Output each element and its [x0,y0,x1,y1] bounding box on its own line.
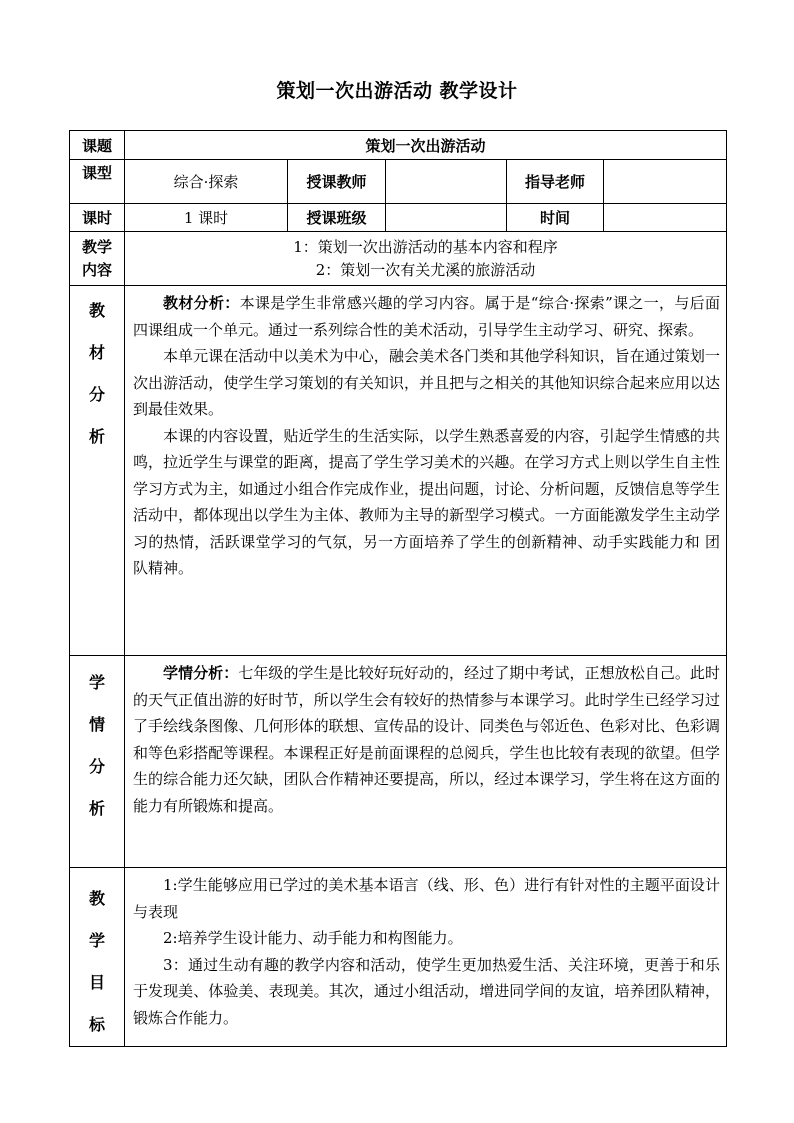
material-paragraph: 教材分析：本课是学生非常感兴趣的学习内容。属于是“综合·探索”课之一，与后面四课组成一个单元。通过一系列综合性的美术活动，引导学生主动学习、研究、探索。 [133,294,720,339]
row-material-analysis [70,286,727,656]
teacher-label: 授课教师 [288,160,386,204]
row-goals [70,868,727,1047]
goal-label: 教 学 目 标 [70,868,125,1047]
row-student-analysis [70,656,727,868]
row-content [70,232,727,286]
lesson-plan-table [69,130,727,1047]
material-label: 教 材 分 析 [70,286,125,656]
advisor-value [604,160,727,204]
type-label: 课型 [70,160,125,204]
material-text [125,286,727,656]
class-value [386,204,507,232]
content-line: 2：策划一次有关尤溪的旅游活动 [315,260,536,279]
row-hours [70,204,727,232]
class-label: 授课班级 [288,204,386,232]
goal-paragraph: 2:培养学生设计能力、动手能力和构图能力。 [163,929,463,947]
topic-label: 课题 [70,131,125,160]
goal-paragraph: 3：通过生动有趣的教学内容和活动，使学生更加热爱生活、关注环境，更善于和乐于发现美、体验美、表现美。其次，通过小组活动，增进同学间的友谊，培养团队精神，锻炼合作能力。 [133,955,720,1027]
hours-label: 课时 [70,204,125,232]
row-topic [70,131,727,160]
type-value: 综合·探索 [125,160,288,204]
goal-text [125,868,727,1047]
student-label: 学 情 分 析 [70,656,125,868]
teacher-value [386,160,507,204]
document-title: 策划一次出游活动 教学设计 [276,80,518,102]
content-label: 教学 内容 [70,232,125,286]
hours-value: 1 课时 [125,204,288,232]
material-paragraph: 本单元课在活动中以美术为中心，融会美术各门类和其他学科知识，旨在通过策划一次出游活动，使学生学习策划的有关知识，并且把与之相关的其他知识综合起来应用以达到最佳效果。 [133,347,720,418]
time-value [604,204,727,232]
advisor-label: 指导老师 [507,160,604,204]
row-type [70,160,727,204]
material-paragraph: 本课的内容设置，贴近学生的生活实际，以学生熟悉喜爱的内容，引起学生情感的共鸣，拉近学生与课堂的距离，提高了学生学习美术的兴趣。在学习方式上则以学生自主性学习方式为主，如通过小组合作完成作业，提出问题，讨论、分析问题，反馈信息等学生活动中，都体现出以学生为主体、教师为主导的新型学习模式。一方面能激发学生主动学习的热情，活跃课堂学习的气氛，另一方面培养了学生的创新精神、动手实践能力和 团队精神。 [133,426,720,577]
student-text [125,656,727,868]
student-paragraph: 学情分析：七年级的学生是比较好玩好动的，经过了期中考试，正想放松自己。此时的天气正值出游的好时节，所以学生会有较好的热情参与本课学习。此时学生已经学习过了手绘线条图像、几何形体的联想、宣传品的设计、同类色与邻近色、色彩对比、色彩调和等色彩搭配等课程。本课程正好是前面课程的总阅兵，学生也比较有表现的欲望。但学生的综合能力还欠缺，团队合作精神还要提高，所以，经过本课学习，学生将在这方面的能力有所锻炼和提高。 [133,664,720,815]
goal-paragraph: 1:学生能够应用已学过的美术基本语言（线、形、色）进行有针对性的主题平面设计与表现 [133,876,720,921]
time-label: 时间 [507,204,604,232]
topic-value: 策划一次出游活动 [125,131,727,160]
content-value [125,232,727,286]
content-line: 1：策划一次出游活动的基本内容和程序 [293,237,558,256]
